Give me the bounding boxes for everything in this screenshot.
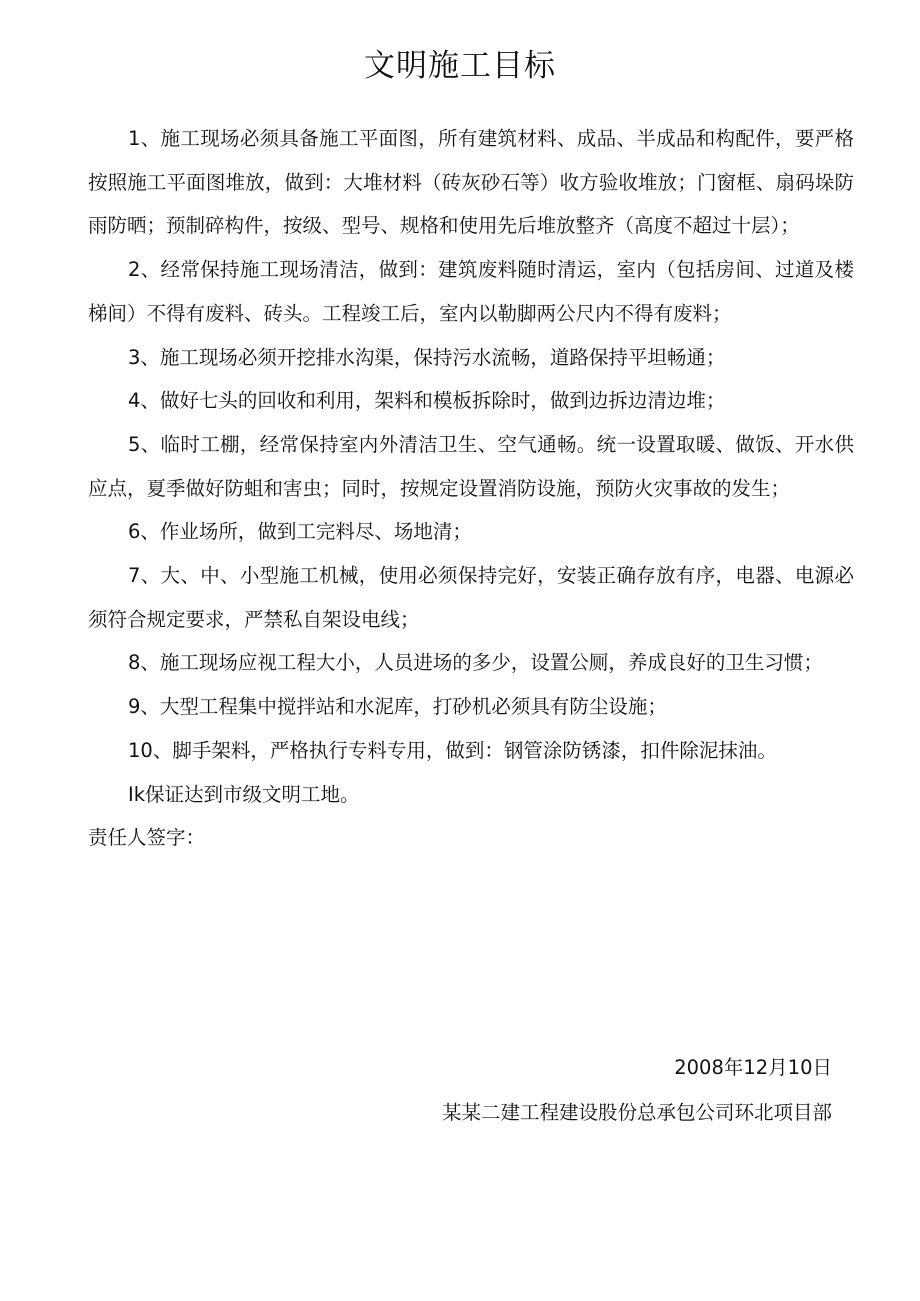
goal-item-10: 10、脚手架料，严格执行专料专用，做到：钢管涂防锈漆，扣件除泥抹油。 [128, 738, 777, 762]
goal-item-2: 2、经常保持施工现场清洁，做到：建筑废料随时清运，室内（包括房间、过道及楼梯间）不得有废料、砖头。工程竣工后，室内以勒脚两公尺内不得有废料； [88, 258, 854, 325]
signature-label: 责任人签字： [88, 826, 206, 850]
goal-item-9: 9、大型工程集中搅拌站和水泥库，打砂机必须具有防尘设施； [128, 695, 667, 719]
goal-item-5: 5、临时工棚，经常保持室内外清洁卫生、空气通畅。统一设置取暖、做饭、开水供应点，夏季做好防蛆和害虫；同时，按规定设置消防设施，预防火灾事故的发生； [88, 432, 854, 500]
document-body [88, 117, 854, 860]
document-title: 文明施工目标 [364, 48, 556, 84]
goal-item-7: 7、大、中、小型施工机械，使用必须保持完好，安装正确存放有序，电器、电源必须符合规定要求，严禁私自架设电线； [88, 564, 854, 631]
goal-item-4: 4、做好七头的回收和利用，架料和模板拆除时，做到边拆边清边堆； [128, 389, 726, 413]
goal-item-3: 3、施工现场必须开挖排水沟渠，保持污水流畅，道路保持平坦畅通； [128, 345, 726, 369]
document-date: 2008年12月10日 [674, 1056, 832, 1079]
goal-item-8: 8、施工现场应视工程大小，人员进场的多少，设置公厕，养成良好的卫生习惯； [128, 651, 823, 675]
goal-item-6: 6、作业场所，做到工完料尽、场地清； [128, 520, 472, 544]
issuing-organization: 某某二建工程建设股份总承包公司环北项目部 [441, 1101, 832, 1124]
goal-item-1: 1、施工现场必须具备施工平面图，所有建筑材料、成品、半成品和构配件，要严格按照施工平面图堆放，做到：大堆材料（砖灰砂石等）收方验收堆放；门窗框、扇码垛防雨防晒；预制碎构件，按级、型号、规格和使用先后堆放整齐（高度不超过十层）； [88, 127, 854, 238]
goal-item-11: Ik保证达到市级文明工地。 [128, 782, 360, 806]
